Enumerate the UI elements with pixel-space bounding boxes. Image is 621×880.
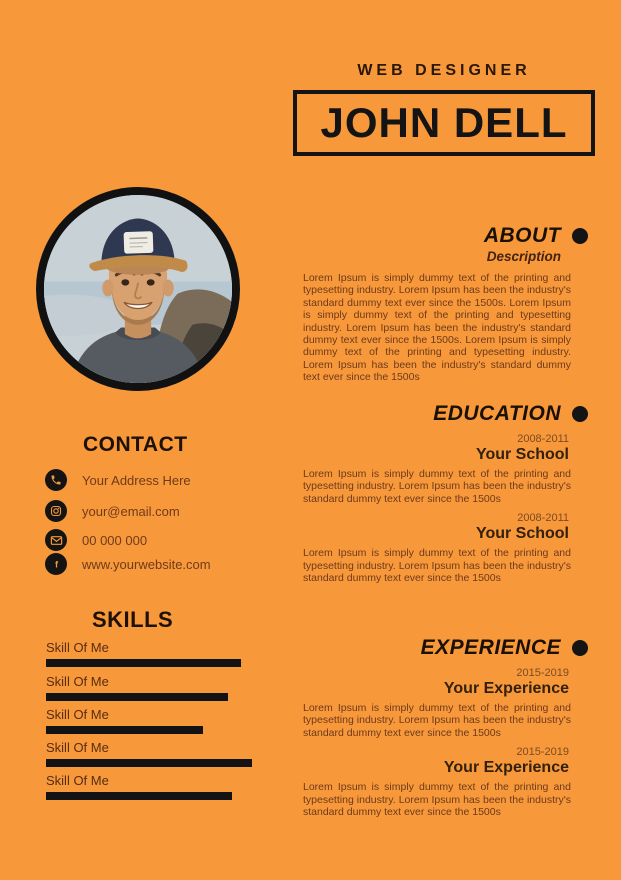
about-section (303, 224, 588, 383)
about-heading-row (303, 224, 588, 248)
experience-entry (303, 746, 588, 818)
contact-item-email (45, 500, 180, 522)
skill-label: Skill Of Me (46, 773, 109, 788)
skill-label: Skill Of Me (46, 707, 109, 722)
phone-icon (45, 469, 67, 491)
education-paragraph: Lorem Ipsum is simply dummy text of the printing and typesetting industry. Lorem Ipsum has been the industry's standard dummy text ever since the 1500s (303, 468, 571, 505)
skill-row (46, 674, 228, 701)
experience-dates: 2015-2019 (516, 667, 569, 679)
website-text[interactable]: www.yourwebsite.com (82, 556, 211, 572)
experience-paragraph: Lorem Ipsum is simply dummy text of the printing and typesetting industry. Lorem Ipsum has been the industry's standard dummy text ever since the 1500s (303, 702, 571, 739)
envelope-icon (45, 529, 67, 551)
skill-bar (46, 792, 232, 800)
skill-bar (46, 726, 203, 734)
skills-title: SKILLS (92, 607, 174, 632)
bullet-dot-icon (572, 640, 588, 656)
experience-dates: 2015-2019 (516, 746, 569, 759)
role-title: WEB DESIGNER (357, 62, 531, 79)
bullet-dot-icon (572, 406, 588, 422)
experience-heading-row (303, 636, 588, 660)
contact-title: CONTACT (83, 433, 188, 456)
education-school: Your School (475, 446, 569, 463)
portrait-illustration (44, 195, 232, 383)
skill-label: Skill Of Me (46, 674, 109, 689)
education-dates: 2008-2011 (517, 512, 569, 525)
phone-number-text: 00 000 000 (82, 532, 148, 548)
contact-item-phone-number (45, 529, 147, 551)
name-box (293, 90, 595, 156)
facebook-icon (45, 553, 67, 575)
skill-bar (46, 693, 228, 701)
about-subtitle: Description (486, 249, 561, 264)
experience-paragraph: Lorem Ipsum is simply dummy text of the printing and typesetting industry. Lorem Ipsum has been the industry's standard dummy text ever since the 1500s (303, 781, 571, 818)
bullet-dot-icon (572, 228, 588, 244)
skill-label: Skill Of Me (46, 640, 109, 655)
experience-entry (303, 667, 588, 739)
address-text: Your Address Here (82, 472, 191, 488)
education-paragraph: Lorem Ipsum is simply dummy text of the printing and typesetting industry. Lorem Ipsum has been the industry's standard dummy text ever since the 1500s (303, 547, 571, 584)
profile-photo (36, 187, 240, 391)
skill-bar (46, 659, 241, 667)
about-paragraph: Lorem Ipsum is simply dummy text of the printing and typesetting industry. Lorem Ipsum has been the industry's standard dummy text ever since the 1500s. Lorem Ipsum is simply dummy text of the printing and typesetting industry. Lorem Ipsum has been the industry's standard dummy text ever since the 1500s. Lorem Ipsum is simply dummy text of the printing and typesetting industry. Lorem Ipsum has been the industry's standard dummy text ever since the 1500s (303, 272, 571, 383)
skill-row (46, 773, 232, 800)
about-title: ABOUT (483, 224, 561, 247)
skill-label: Skill Of Me (46, 740, 109, 755)
contact-item-website (45, 553, 211, 575)
svg-text:f: f (55, 559, 59, 570)
skill-row (46, 740, 252, 767)
instagram-icon (45, 500, 67, 522)
experience-role: Your Experience (443, 759, 569, 777)
experience-title: EXPERIENCE (420, 636, 561, 659)
name-heading: JOHN DELL (320, 99, 568, 146)
education-title: EDUCATION (433, 402, 561, 425)
skill-row (46, 707, 203, 734)
education-entry (303, 433, 588, 505)
email-text[interactable]: your@email.com (82, 503, 180, 519)
education-entry (303, 512, 588, 584)
education-school: Your School (475, 525, 569, 543)
skill-bar (46, 759, 252, 767)
education-dates: 2008-2011 (517, 433, 569, 445)
skill-row (46, 640, 241, 667)
experience-role: Your Experience (443, 680, 569, 697)
education-section (303, 402, 588, 584)
education-heading-row (303, 402, 588, 426)
experience-section (303, 636, 588, 818)
contact-item-address (45, 469, 191, 491)
